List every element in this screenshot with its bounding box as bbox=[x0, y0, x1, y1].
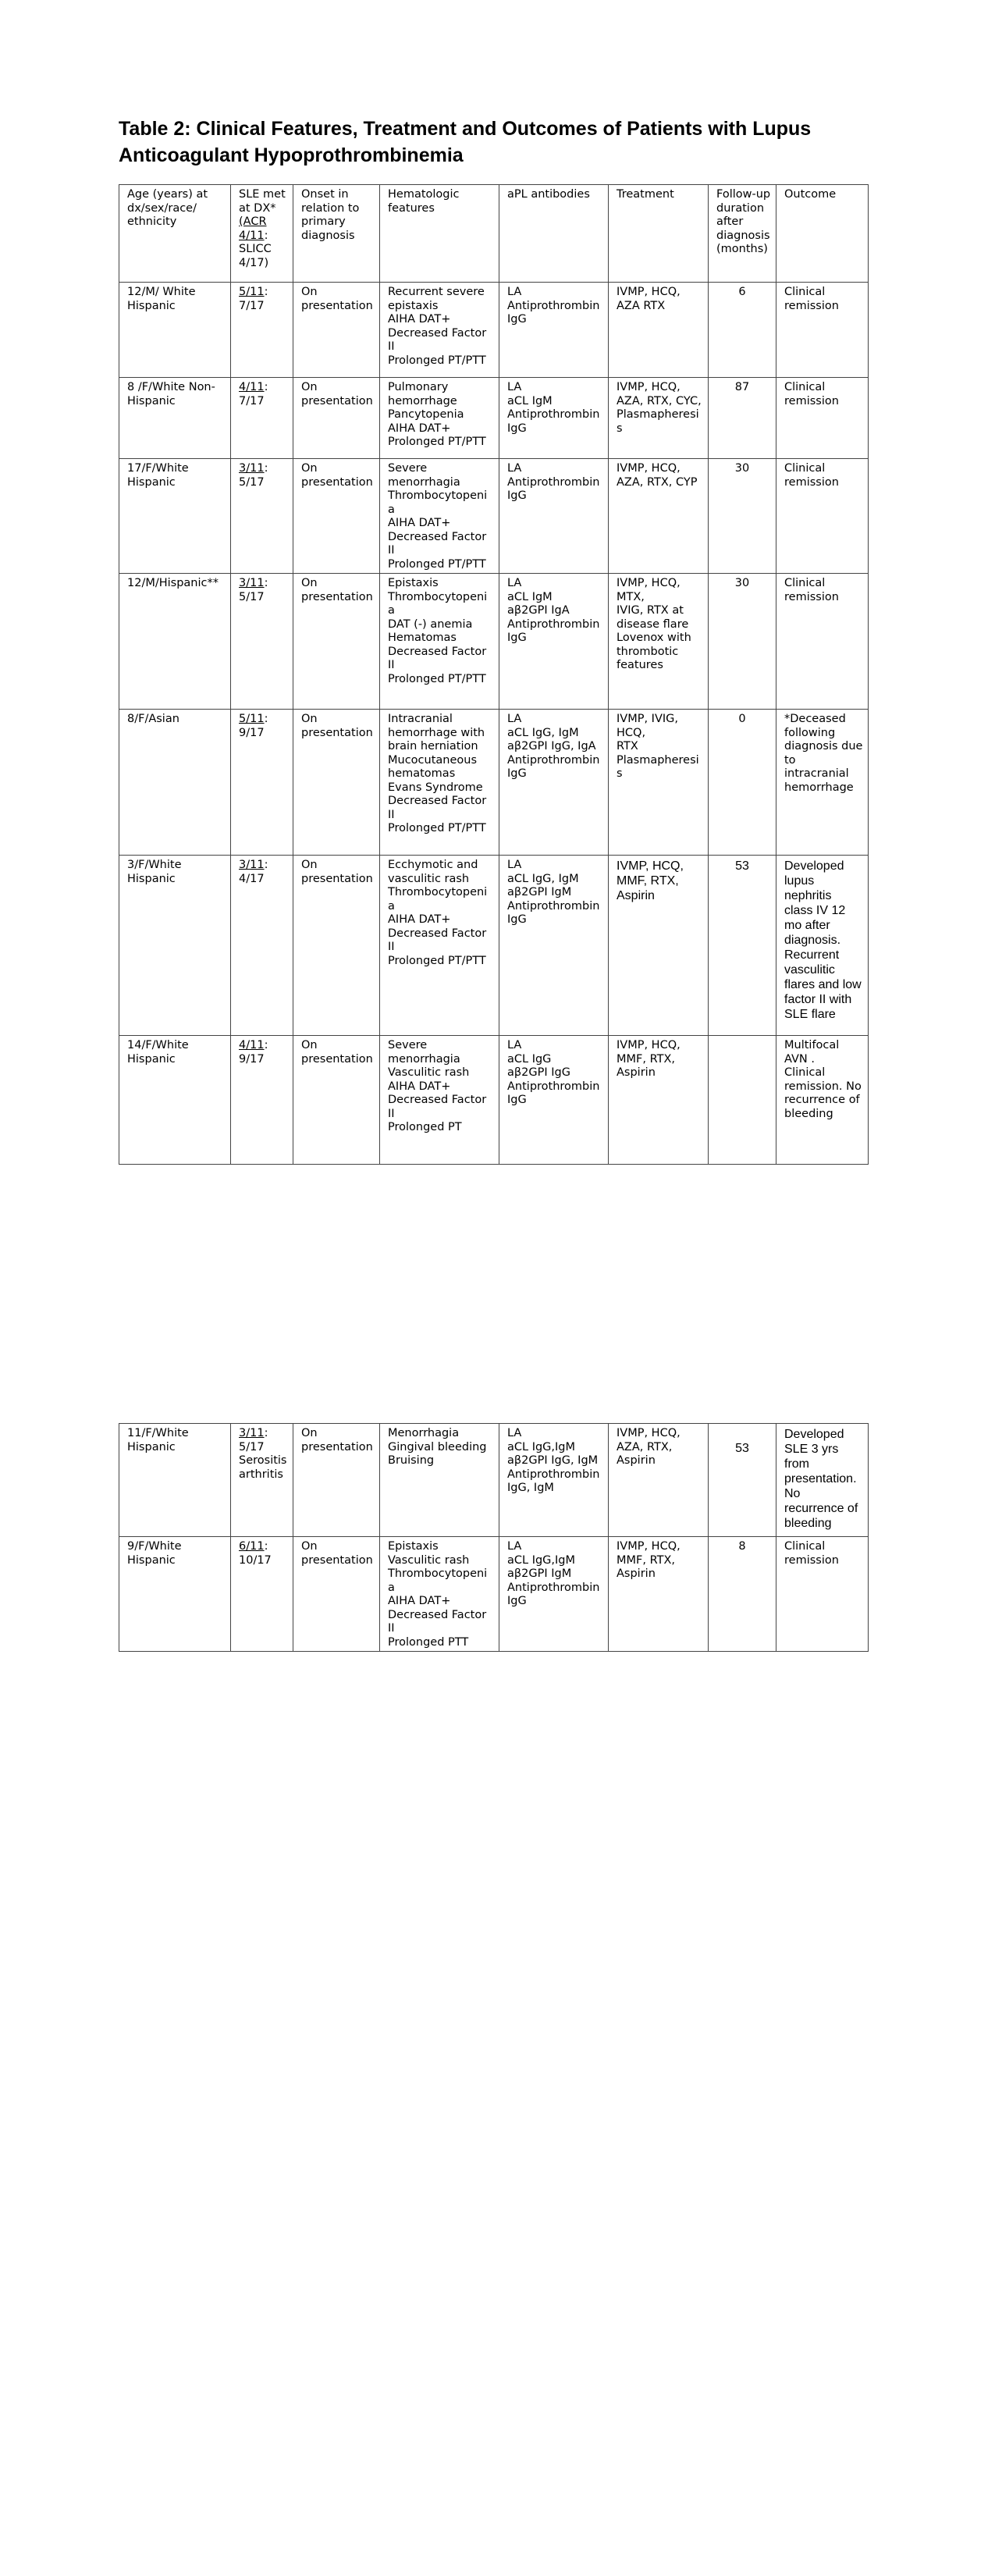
cell-sle-acr: 5/11 bbox=[239, 286, 265, 298]
header-hematologic: Hematologic features bbox=[380, 185, 499, 283]
cell-age: 17/F/White Hispanic bbox=[119, 459, 231, 574]
cell-sle-slicc: : 9/17 bbox=[239, 1039, 268, 1066]
cell-sle-acr: 3/11 bbox=[239, 462, 265, 475]
cell-outcome: Developed lupus nephritis class IV 12 mo after diagnosis. Recurrent vasculitic flares and low factor II with SLE flare bbox=[776, 856, 869, 1036]
cell-age: 11/F/White Hispanic bbox=[119, 1424, 231, 1537]
header-sle-slicc: : SLICC 4/17) bbox=[239, 229, 272, 269]
table-row bbox=[119, 283, 869, 378]
cell-followup: 6 bbox=[709, 283, 776, 378]
cell-age: 14/F/White Hispanic bbox=[119, 1036, 231, 1165]
cell-hematologic: Severe menorrhagia Thrombocytopenia AIHA DAT+ Decreased Factor II Prolonged PT/PTT bbox=[380, 459, 499, 574]
table-row bbox=[119, 1424, 869, 1537]
cell-sle-slicc: : 7/17 bbox=[239, 381, 268, 407]
cell-outcome: Clinical remission bbox=[776, 1537, 869, 1652]
cell-age: 9/F/White Hispanic bbox=[119, 1537, 231, 1652]
cell-apl: LA Antiprothrombin IgG bbox=[499, 459, 609, 574]
cell-age: 12/M/Hispanic** bbox=[119, 574, 231, 710]
cell-age: 8 /F/White Non-Hispanic bbox=[119, 378, 231, 459]
cell-followup: 87 bbox=[709, 378, 776, 459]
table-row bbox=[119, 459, 869, 574]
cell-onset: On presentation bbox=[293, 378, 380, 459]
cell-treatment: IVMP, HCQ, MTX, IVIG, RTX at disease flare Lovenox with thrombotic features bbox=[609, 574, 709, 710]
cell-age: 3/F/White Hispanic bbox=[119, 856, 231, 1036]
header-sle-text: SLE met at DX* bbox=[239, 188, 286, 215]
cell-treatment: IVMP, HCQ, AZA RTX bbox=[609, 283, 709, 378]
cell-sle bbox=[231, 856, 293, 1036]
clinical-features-table-continued bbox=[119, 1423, 869, 1652]
cell-outcome: Developed SLE 3 yrs from presentation. No recurrence of bleeding bbox=[776, 1424, 869, 1537]
header-outcome: Outcome bbox=[776, 185, 869, 283]
cell-followup: 8 bbox=[709, 1537, 776, 1652]
cell-hematologic: Ecchymotic and vasculitic rash Thrombocytopenia AIHA DAT+ Decreased Factor II Prolonged PT/PTT bbox=[380, 856, 499, 1036]
cell-sle-slicc: : 9/17 bbox=[239, 713, 268, 739]
cell-hematologic: Menorrhagia Gingival bleeding Bruising bbox=[380, 1424, 499, 1537]
header-apl: aPL antibodies bbox=[499, 185, 609, 283]
table-header-row bbox=[119, 185, 869, 283]
cell-followup: 30 bbox=[709, 459, 776, 574]
cell-followup: 53 bbox=[709, 856, 776, 1036]
cell-outcome: Clinical remission bbox=[776, 283, 869, 378]
cell-hematologic: Epistaxis Thrombocytopenia DAT (-) anemia Hematomas Decreased Factor II Prolonged PT/PTT bbox=[380, 574, 499, 710]
cell-treatment: IVMP, HCQ, MMF, RTX, Aspirin bbox=[609, 1537, 709, 1652]
cell-followup: 0 bbox=[709, 710, 776, 856]
table-row bbox=[119, 574, 869, 710]
cell-onset: On presentation bbox=[293, 1537, 380, 1652]
cell-sle bbox=[231, 1537, 293, 1652]
cell-outcome: Clinical remission bbox=[776, 574, 869, 710]
cell-onset: On presentation bbox=[293, 710, 380, 856]
cell-hematologic: Pulmonary hemorrhage Pancytopenia AIHA DAT+ Prolonged PT/PTT bbox=[380, 378, 499, 459]
cell-apl: LA aCL IgG, IgM aβ2GPI IgM Antiprothrombin IgG bbox=[499, 856, 609, 1036]
cell-treatment: IVMP, HCQ, MMF, RTX, Aspirin bbox=[609, 856, 709, 1036]
table-row bbox=[119, 1537, 869, 1652]
cell-outcome: *Deceased following diagnosis due to intracranial hemorrhage bbox=[776, 710, 869, 856]
header-treatment: Treatment bbox=[609, 185, 709, 283]
cell-sle-acr: 3/11 bbox=[239, 859, 265, 871]
cell-hematologic: Severe menorrhagia Vasculitic rash AIHA DAT+ Decreased Factor II Prolonged PT bbox=[380, 1036, 499, 1165]
cell-outcome: Multifocal AVN . Clinical remission. No recurrence of bleeding bbox=[776, 1036, 869, 1165]
cell-followup bbox=[709, 1036, 776, 1165]
cell-treatment: IVMP, HCQ, MMF, RTX, Aspirin bbox=[609, 1036, 709, 1165]
cell-sle-slicc: : 5/17 bbox=[239, 462, 268, 489]
table-row bbox=[119, 1036, 869, 1165]
table-row bbox=[119, 856, 869, 1036]
cell-outcome: Clinical remission bbox=[776, 459, 869, 574]
header-onset: Onset in relation to primary diagnosis bbox=[293, 185, 380, 283]
cell-sle bbox=[231, 574, 293, 710]
cell-sle-slicc: : 7/17 bbox=[239, 286, 268, 312]
cell-treatment: IVMP, HCQ, AZA, RTX, CYC, Plasmapheresis bbox=[609, 378, 709, 459]
cell-apl: LA aCL IgM aβ2GPI IgA Antiprothrombin IgG bbox=[499, 574, 609, 710]
cell-sle-slicc: : 4/17 bbox=[239, 859, 268, 885]
cell-outcome: Clinical remission bbox=[776, 378, 869, 459]
cell-sle bbox=[231, 378, 293, 459]
cell-sle bbox=[231, 1036, 293, 1165]
cell-apl: LA aCL IgM Antiprothrombin IgG bbox=[499, 378, 609, 459]
cell-onset: On presentation bbox=[293, 1424, 380, 1537]
cell-sle-slicc: : 10/17 bbox=[239, 1540, 272, 1567]
cell-sle bbox=[231, 710, 293, 856]
cell-apl: LA aCL IgG aβ2GPI IgG Antiprothrombin IgG bbox=[499, 1036, 609, 1165]
header-sle bbox=[231, 185, 293, 283]
cell-sle-acr: 3/11 bbox=[239, 1427, 265, 1439]
header-age: Age (years) at dx/sex/race/ ethnicity bbox=[119, 185, 231, 283]
cell-onset: On presentation bbox=[293, 283, 380, 378]
cell-onset: On presentation bbox=[293, 459, 380, 574]
cell-apl: LA aCL IgG,IgM aβ2GPI IgG, IgM Antiprothrombin IgG, IgM bbox=[499, 1424, 609, 1537]
clinical-features-table bbox=[119, 184, 869, 1165]
cell-sle-acr: 4/11 bbox=[239, 1039, 265, 1051]
cell-sle-acr: 4/11 bbox=[239, 381, 265, 393]
cell-sle-slicc: : 5/17 Serositis arthritis bbox=[239, 1427, 287, 1481]
cell-sle bbox=[231, 459, 293, 574]
cell-age: 8/F/Asian bbox=[119, 710, 231, 856]
cell-apl: LA aCL IgG, IgM aβ2GPI IgG, IgA Antiprothrombin IgG bbox=[499, 710, 609, 856]
cell-hematologic: Epistaxis Vasculitic rash Thrombocytopenia AIHA DAT+ Decreased Factor II Prolonged PTT bbox=[380, 1537, 499, 1652]
cell-treatment: IVMP, IVIG, HCQ, RTX Plasmapheresis bbox=[609, 710, 709, 856]
cell-sle bbox=[231, 1424, 293, 1537]
cell-onset: On presentation bbox=[293, 574, 380, 710]
cell-onset: On presentation bbox=[293, 1036, 380, 1165]
table-row bbox=[119, 378, 869, 459]
header-sle-criteria: (ACR 4/11 bbox=[239, 215, 267, 242]
table-title: Table 2: Clinical Features, Treatment and Outcomes of Patients with Lupus Anticoagulant Hypoprothrombinemia bbox=[119, 118, 812, 166]
cell-age: 12/M/ White Hispanic bbox=[119, 283, 231, 378]
cell-treatment: IVMP, HCQ, AZA, RTX, CYP bbox=[609, 459, 709, 574]
cell-hematologic: Recurrent severe epistaxis AIHA DAT+ Decreased Factor II Prolonged PT/PTT bbox=[380, 283, 499, 378]
cell-sle-acr: 3/11 bbox=[239, 577, 265, 589]
cell-treatment: IVMP, HCQ, AZA, RTX, Aspirin bbox=[609, 1424, 709, 1537]
cell-sle-acr: 5/11 bbox=[239, 713, 265, 725]
header-followup: Follow-up duration after diagnosis (months) bbox=[709, 185, 776, 283]
cell-sle bbox=[231, 283, 293, 378]
cell-apl: LA aCL IgG,IgM aβ2GPI IgM Antiprothrombin IgG bbox=[499, 1537, 609, 1652]
cell-sle-slicc: : 5/17 bbox=[239, 577, 268, 603]
cell-onset: On presentation bbox=[293, 856, 380, 1036]
cell-hematologic: Intracranial hemorrhage with brain herniation Mucocutaneous hematomas Evans Syndrome Decreased Factor II Prolonged PT/PTT bbox=[380, 710, 499, 856]
cell-apl: LA Antiprothrombin IgG bbox=[499, 283, 609, 378]
table-row bbox=[119, 710, 869, 856]
cell-followup: 30 bbox=[709, 574, 776, 710]
cell-followup: 53 bbox=[709, 1424, 776, 1537]
cell-sle-acr: 6/11 bbox=[239, 1540, 265, 1553]
